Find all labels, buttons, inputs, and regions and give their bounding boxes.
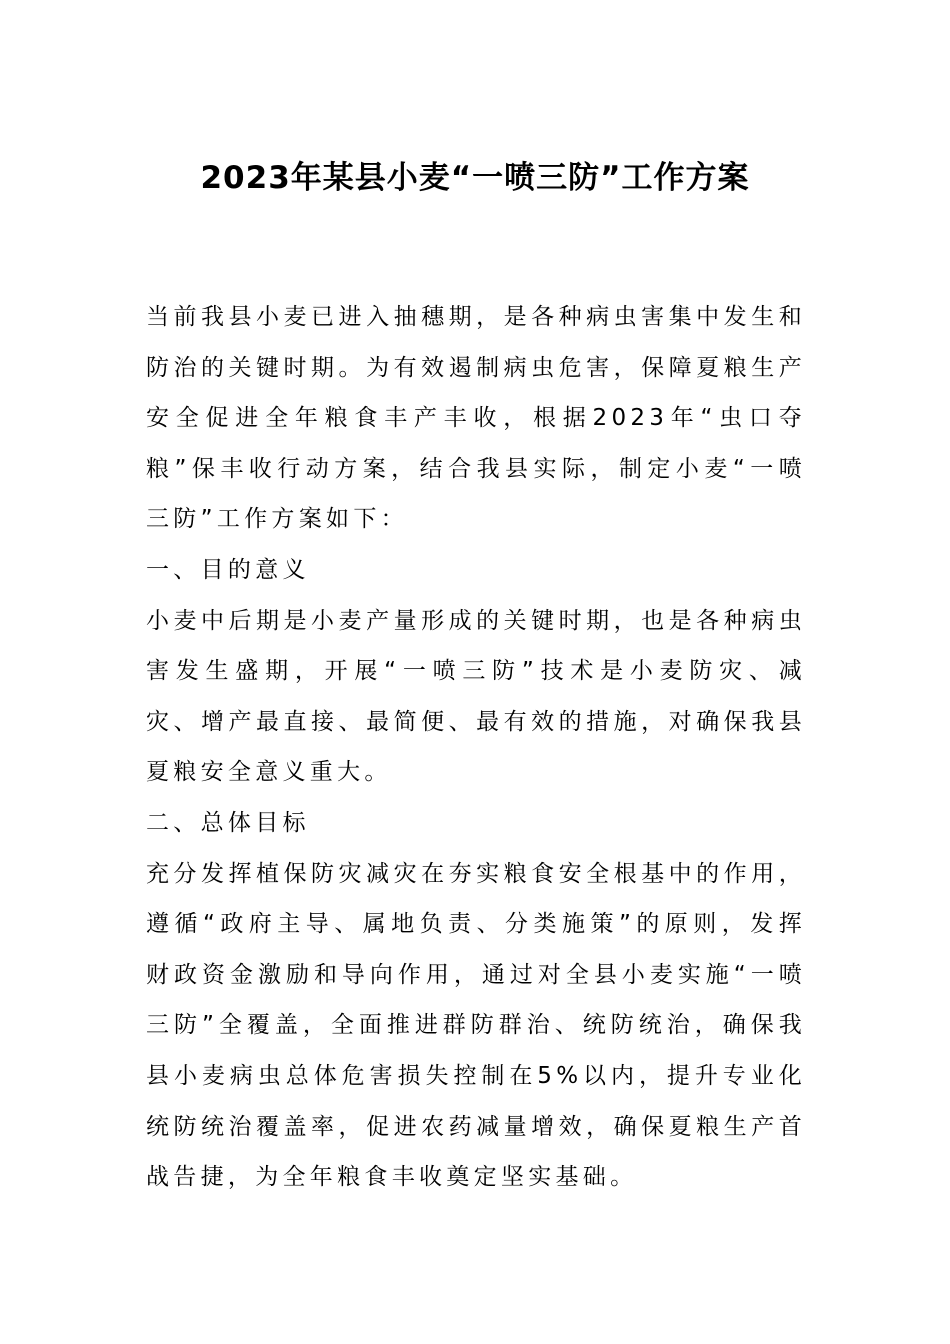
section-body-goals: 充分发挥植保防灾减灾在夯实粮食安全根基中的作用，遵循“政府主导、属地负责、分类施策”的原则，发挥财政资金激励和导向作用，通过对全县小麦实施“一喷三防”全覆盖，全面推进群防群治、统防统治，确保我县小麦病虫总体危害损失控制在5%以内，提升专业化统防统治覆盖率，促进农药减量增效，确保夏粮生产首战告捷，为全年粮食丰收奠定坚实基础。	[146, 860, 806, 1191]
section-body-purpose: 小麦中后期是小麦产量形成的关键时期，也是各种病虫害发生盛期，开展“一喷三防”技术是小麦防灾、减灾、增产最直接、最简便、最有效的措施，对确保我县夏粮安全意义重大。	[146, 607, 806, 786]
intro-paragraph: 当前我县小麦已进入抽穗期，是各种病虫害集中发生和防治的关键时期。为有效遏制病虫危害，保障夏粮生产安全促进全年粮食丰产丰收，根据2023年“虫口夺粮”保丰收行动方案，结合我县实际，制定小麦“一喷三防”工作方案如下：	[146, 304, 806, 533]
section-heading-goals: 二、总体目标	[146, 809, 310, 836]
document-title: 2023年某县小麦“一喷三防”工作方案	[200, 160, 750, 196]
section-heading-purpose: 一、目的意义	[146, 556, 310, 583]
document-body	[146, 292, 806, 1203]
